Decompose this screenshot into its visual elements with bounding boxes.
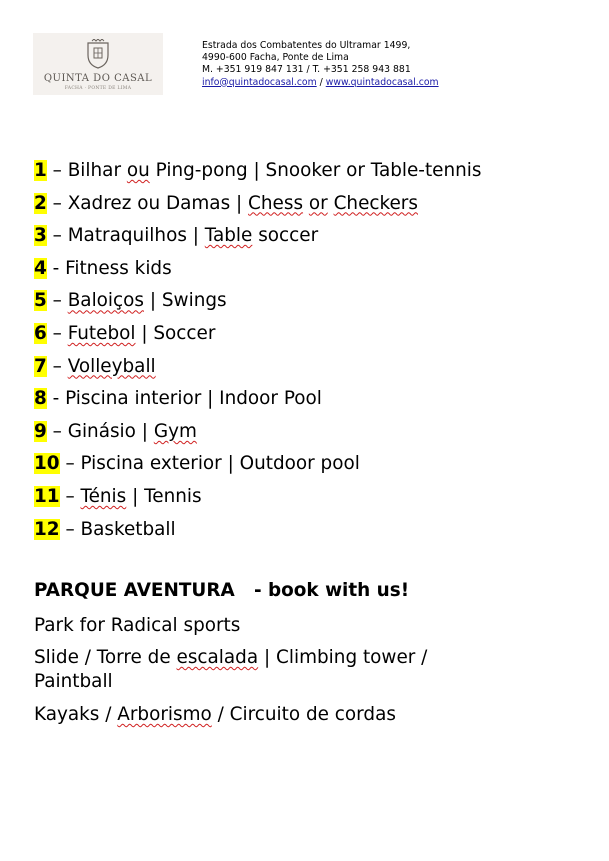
- facility-number: 9: [34, 420, 47, 442]
- adventure-line-2-text-1: escalada: [176, 647, 259, 668]
- facility-text-1: | Tennis: [126, 485, 202, 507]
- facility-number: 3: [34, 225, 47, 247]
- facility-separator: –: [46, 225, 68, 247]
- facility-text-2: ou: [126, 160, 150, 181]
- adventure-line-2-text-2: | Climbing tower /: [258, 647, 428, 668]
- facility-item: [34, 483, 481, 516]
- facility-separator: –: [59, 518, 81, 540]
- facility-number: 2: [34, 192, 47, 214]
- facility-number: 11: [34, 485, 60, 507]
- facility-item: [34, 418, 481, 451]
- facility-item: [34, 516, 481, 549]
- adventure-line-2-cont: Paintball: [34, 671, 113, 692]
- facility-number: 1: [34, 160, 47, 181]
- facility-text-2: soccer: [252, 225, 319, 247]
- adventure-line-2-text-0: Slide / Torre de: [34, 647, 177, 668]
- facility-item: [34, 287, 481, 320]
- facility-text-5: Checkers: [333, 192, 418, 214]
- email-link[interactable]: info@quintadocasal.com: [202, 76, 317, 88]
- facility-separator: –: [46, 192, 68, 214]
- facility-text-0: Bilhar: [67, 160, 122, 181]
- address-block: [202, 40, 439, 89]
- adventure-line-3: [34, 703, 396, 727]
- facility-text-0: Volleyball: [67, 355, 156, 377]
- facility-number: 5: [34, 290, 47, 312]
- facility-separator: -: [46, 388, 66, 410]
- company-logo: [33, 33, 163, 95]
- facility-text-0: Baloiços: [67, 290, 144, 312]
- facility-text-0: Futebol: [67, 322, 136, 344]
- facility-separator: –: [46, 160, 68, 181]
- facility-separator: –: [46, 322, 68, 344]
- facility-number: 4: [34, 257, 47, 279]
- facility-text-0: Ginásio: [67, 420, 136, 442]
- facility-separator: -: [46, 257, 66, 279]
- facility-item: [34, 190, 481, 223]
- facility-text-0: Xadrez ou Damas |: [67, 192, 249, 214]
- adventure-line-3-text-2: / Circuito de cordas: [211, 704, 396, 725]
- facility-separator: –: [46, 420, 68, 442]
- facility-text-0: Matraquilhos |: [67, 225, 205, 247]
- facility-item: [34, 385, 481, 418]
- website-link[interactable]: www.quintadocasal.com: [325, 76, 439, 88]
- logo-name: QUINTA DO CASAL: [43, 73, 153, 84]
- facility-item: [34, 157, 481, 190]
- contact-links: [202, 77, 439, 89]
- facility-text-1: Chess: [248, 192, 304, 214]
- facility-number: 10: [34, 453, 60, 475]
- facility-text-0: Piscina exterior | Outdoor pool: [80, 453, 360, 475]
- facility-item: [34, 450, 481, 483]
- link-separator: /: [316, 76, 326, 88]
- facility-text-0: Basketball: [80, 518, 176, 540]
- logo-subtitle: FACHA · PONTE DE LIMA: [64, 86, 132, 91]
- facility-separator: –: [46, 290, 68, 312]
- crest-icon: [85, 39, 111, 69]
- phone-line: M. +351 919 847 131 / T. +351 258 943 881: [202, 64, 411, 76]
- facility-text-0: Fitness kids: [65, 257, 172, 279]
- adventure-heading: PARQUE AVENTURA - book with us!: [34, 580, 410, 601]
- facility-item: [34, 222, 481, 255]
- facility-text-1: Table: [204, 225, 253, 247]
- facility-separator: –: [59, 453, 81, 475]
- facility-separator: –: [59, 485, 81, 507]
- facility-text-1: | Soccer: [135, 322, 216, 344]
- facility-number: 12: [34, 518, 60, 540]
- facility-item: [34, 353, 481, 386]
- facility-item: [34, 320, 481, 353]
- facility-text-1: | Swings: [144, 290, 227, 312]
- facility-text-0: Ténis: [80, 485, 127, 507]
- facility-number: 6: [34, 322, 47, 344]
- adventure-line-3-text-0: Kayaks /: [34, 704, 118, 725]
- facility-text-1: |: [135, 420, 154, 442]
- address-line-1: Estrada dos Combatentes do Ultramar 1499,: [202, 40, 411, 51]
- facility-number: 8: [34, 388, 47, 410]
- facility-text-3: or: [308, 192, 328, 214]
- facility-text-3: Ping-pong | Snooker or Table-tennis: [149, 160, 482, 181]
- facility-item: [34, 255, 481, 288]
- adventure-line-3-text-1: Arborismo: [117, 704, 212, 725]
- adventure-line-2: [34, 646, 427, 670]
- facility-separator: –: [46, 355, 68, 377]
- address-line-2: 4990-600 Facha, Ponte de Lima: [202, 52, 349, 64]
- adventure-line-1: Park for Radical sports: [34, 615, 241, 636]
- facility-text-2: Gym: [153, 420, 197, 442]
- facility-text-0: Piscina interior | Indoor Pool: [65, 388, 322, 410]
- facility-number: 7: [34, 355, 47, 377]
- facility-list: [34, 157, 481, 548]
